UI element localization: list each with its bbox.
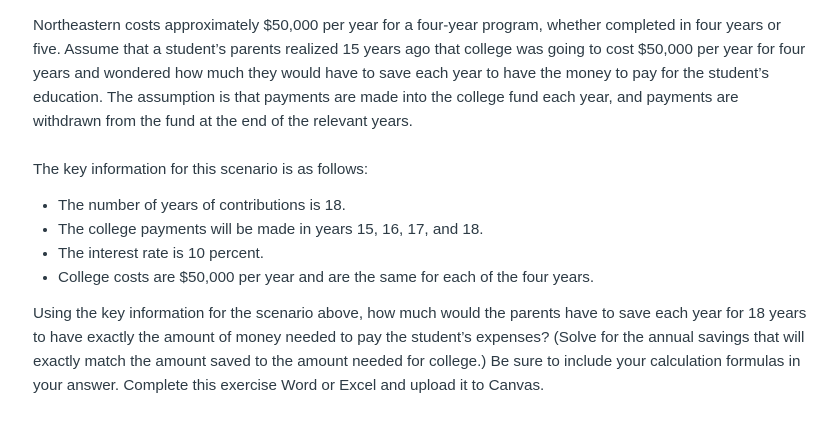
question-paragraph: Using the key information for the scenario above, how much would the parents have to save each year for 18 years to have exactly the amount of money needed to pay the student’s expenses? (Solve for the annual savings that will exactly match the amount saved to the amount needed for college.) Be sure to include your calculation formulas in your answer. Complete this exercise Word or Excel and upload it to Canvas. — [33, 305, 807, 394]
list-item: • College costs are $50,000 per year and are the same for each of the four years. — [58, 266, 808, 290]
list-item: • The interest rate is 10 percent. — [58, 242, 808, 266]
intro-paragraph: Northeastern costs approximately $50,000 per year for a four-year program, whether completed in four years or five. Assume that a student’s parents realized 15 years ago that college was going to cost $50,000 per year for four years and wondered how much they would have to save each year to have the money to pay for the student’s education. The assumption is that payments are made into the college fund each year, and payments are withdrawn from the fund at the end of the relevant years. — [33, 17, 806, 130]
list-item: • The college payments will be made in years 15, 16, 17, and 18. — [58, 218, 808, 242]
key-info-list — [33, 194, 808, 290]
list-item: • The number of years of contributions is 18. — [58, 194, 808, 218]
key-info-heading: The key information for this scenario is as follows: — [33, 161, 369, 178]
assignment-content — [33, 14, 808, 398]
